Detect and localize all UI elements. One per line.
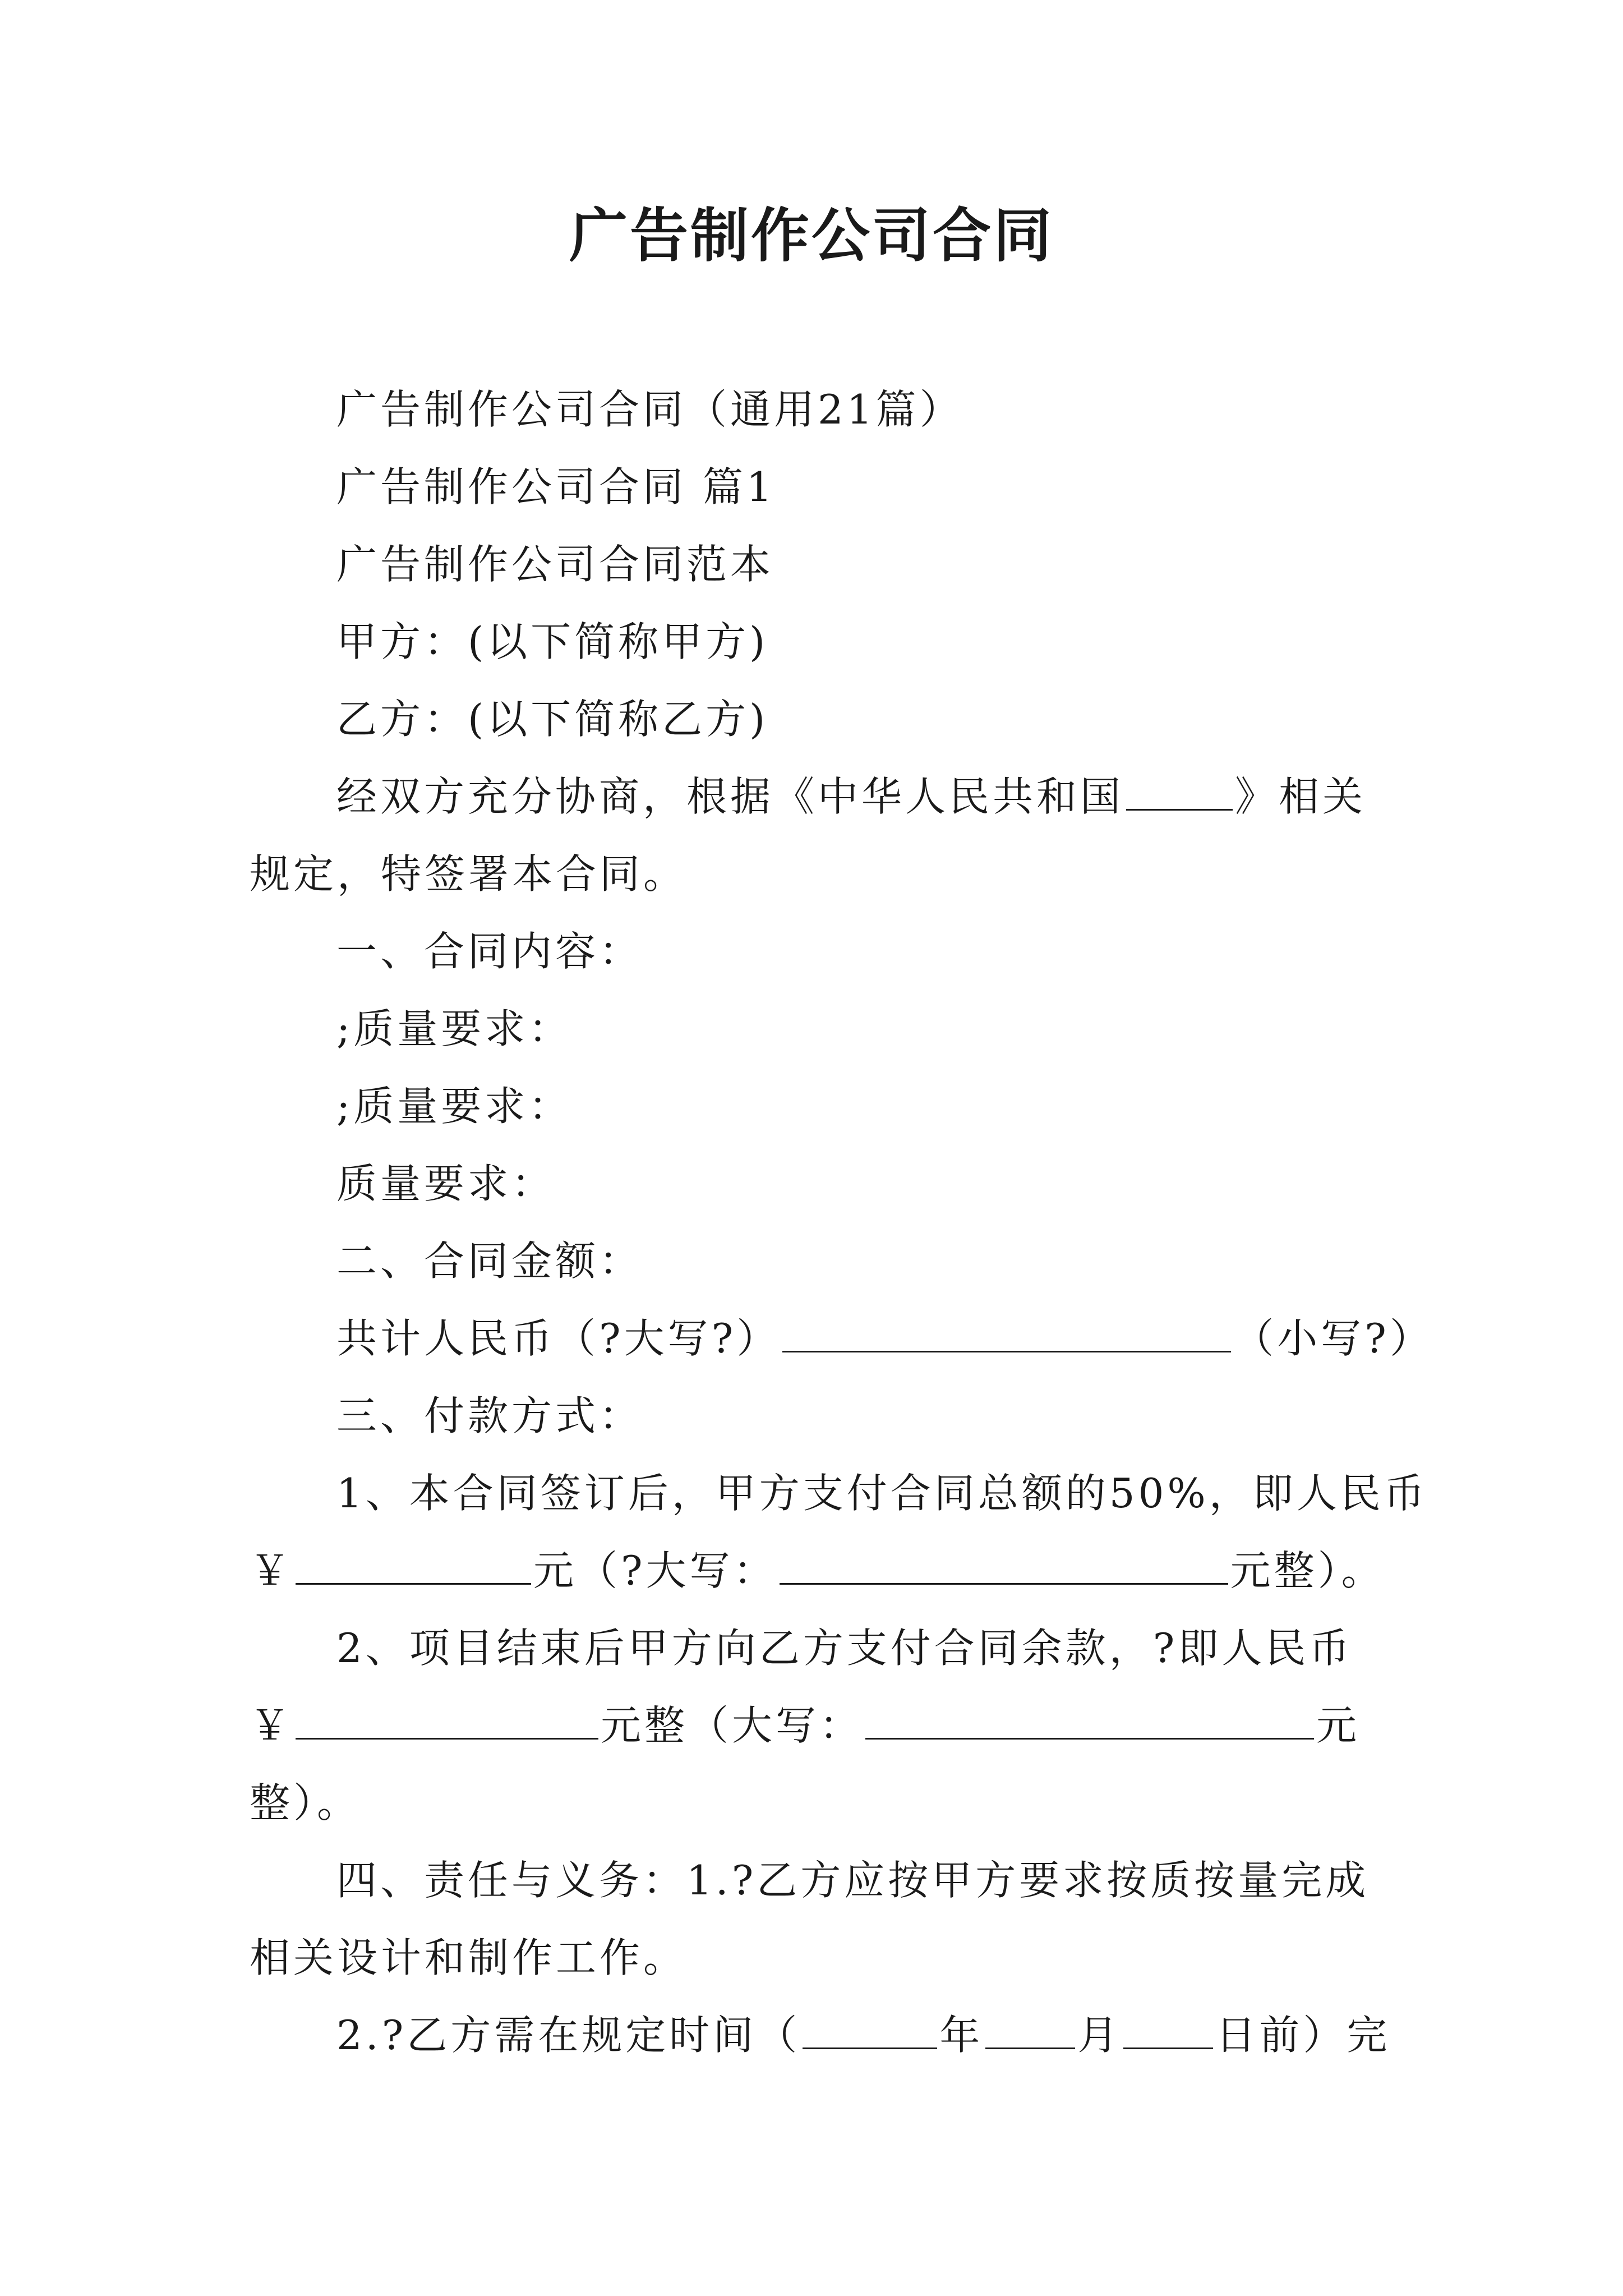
clause-1-heading: 一、合同内容：: [336, 928, 643, 975]
payment-1-line-2: [250, 1543, 1385, 1599]
total-amount-label: 共计人民币（?大写?）: [336, 1315, 781, 1362]
payment-2-line-1: 2、项目结束后甲方向乙方支付合同余款，?即人民币: [336, 1625, 1353, 1672]
template-heading: 广告制作公司合同范本: [336, 541, 774, 588]
yuan-sign: ￥: [250, 1547, 294, 1594]
section-heading: 广告制作公司合同 篇1: [336, 463, 776, 510]
party-a-line: 甲方：(以下简称甲方): [336, 618, 769, 665]
day-blank: [1123, 2009, 1213, 2049]
payment-2-line-3: 整）。: [250, 1779, 361, 1826]
total-amount-small-label: （小写?）: [1233, 1315, 1433, 1362]
deadline-line: [336, 2007, 1390, 2063]
quality-requirement-1: ;质量要求：: [336, 1005, 573, 1052]
payment-1-amount-blank: [296, 1545, 531, 1585]
clause-2-heading: 二、合同金额：: [336, 1237, 643, 1285]
total-amount-blank: [782, 1313, 1231, 1352]
document-title: 广告制作公司合同: [569, 201, 1054, 270]
clause-3-heading: 三、付款方式：: [336, 1392, 643, 1439]
party-b-line: 乙方：(以下简称乙方): [336, 696, 769, 743]
law-name-blank: [1126, 771, 1233, 811]
payment-2-line-2: [250, 1697, 1360, 1754]
payment-2-capital-blank: [865, 1700, 1314, 1740]
clause-4-line-1: 四、责任与义务：1.?乙方应按甲方要求按质按量完成: [336, 1857, 1370, 1904]
payment-2-unit-label: 元整（大写：: [601, 1702, 864, 1749]
payment-1-line-1: 1、本合同签订后，甲方支付合同总额的50%，即人民币: [336, 1470, 1428, 1517]
day-label: 日前）完: [1215, 2012, 1391, 2059]
quality-requirement-3: 质量要求：: [336, 1160, 556, 1207]
preamble-text-2: 》相关: [1235, 773, 1367, 820]
year-blank: [803, 2009, 937, 2049]
payment-2-amount-blank: [296, 1700, 598, 1740]
year-label: 年: [939, 2012, 984, 2059]
clause-4-line-2: 相关设计和制作工作。: [250, 1934, 688, 1981]
total-amount-line: [336, 1310, 1433, 1366]
payment-2-end-label: 元: [1316, 1702, 1361, 1749]
quality-requirement-2: ;质量要求：: [336, 1083, 573, 1130]
preamble-text-1: 经双方充分协商，根据《中华人民共和国: [336, 773, 1124, 820]
month-blank: [985, 2009, 1075, 2049]
payment-1-end-label: 元整）。: [1230, 1547, 1385, 1594]
payment-1-capital-blank: [780, 1545, 1228, 1585]
payment-1-unit-label: 元（?大写：: [533, 1547, 777, 1594]
month-label: 月: [1077, 2012, 1122, 2059]
yuan-sign: ￥: [250, 1702, 294, 1749]
preamble-line-1: [336, 769, 1366, 825]
deadline-label: 2.?乙方需在规定时间（: [336, 2012, 801, 2059]
preamble-line-2: 规定，特签署本合同。: [250, 850, 688, 898]
subtitle-line: 广告制作公司合同（通用21篇）: [336, 386, 963, 433]
